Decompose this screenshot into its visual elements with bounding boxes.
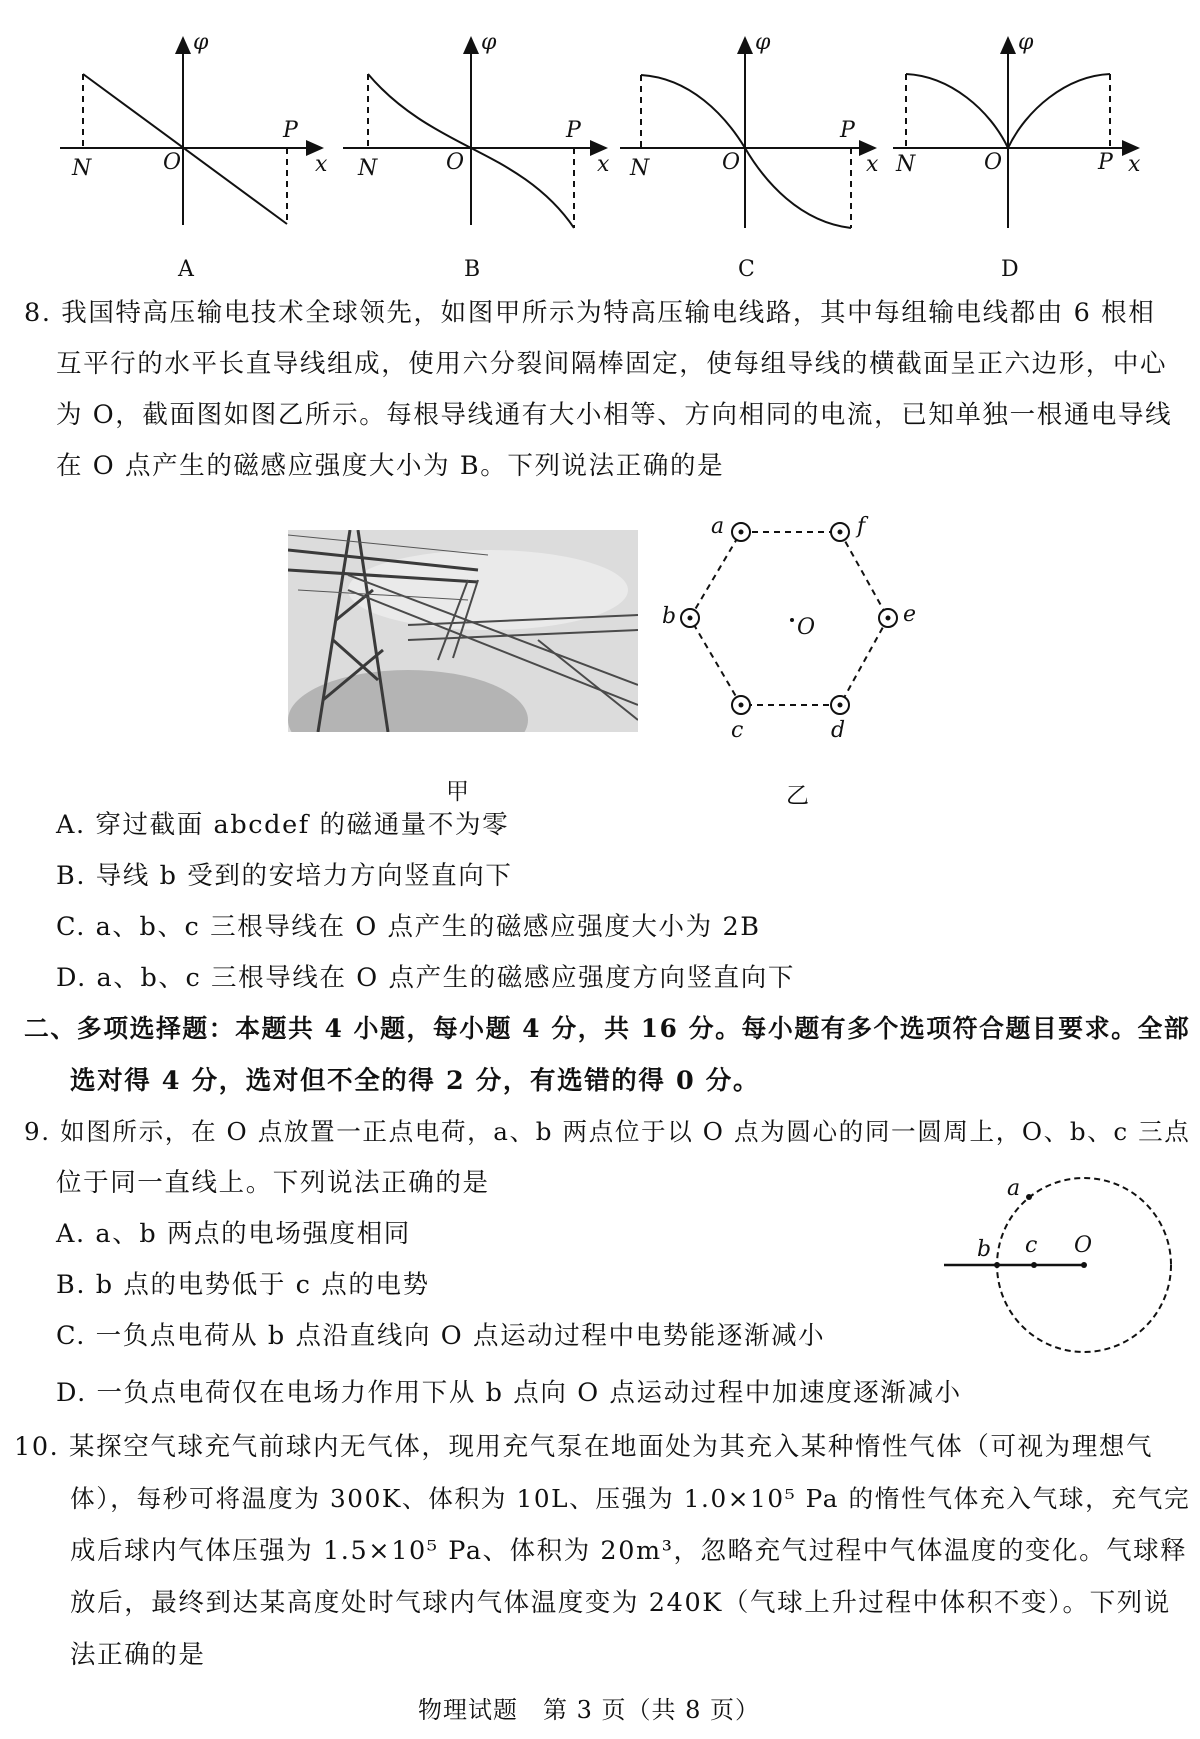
graph-c-x-label: x (866, 152, 879, 177)
q8-option-b: B. 导线 b 受到的安培力方向竖直向下 (56, 861, 513, 891)
q9-option-d: D. 一负点电荷仅在电场力作用下从 b 点向 O 点运动过程中加速度逐渐减小 (56, 1378, 962, 1408)
q8-stem-line-1: 8. 我国特高压输电技术全球领先，如图甲所示为特高压输电线路，其中每组输电线都由 6 根相 (24, 298, 1156, 328)
hexagon-label-center: O (797, 615, 816, 640)
transmission-tower-photo (288, 530, 638, 732)
section2-heading-line-1: 二、多项选择题：本题共 4 小题，每小题 4 分，共 16 分。每小题有多个选项符合题目要求。全部 (24, 1014, 1191, 1043)
graph-b-x-label: x (597, 152, 610, 177)
q8-stem-line-4: 在 O 点产生的磁感应强度大小为 B。下列说法正确的是 (56, 451, 725, 481)
graph-d-p-label: P (1098, 150, 1113, 175)
q9-stem-line-2: 位于同一直线上。下列说法正确的是 (56, 1168, 490, 1198)
q9-label-a: a (1007, 1176, 1021, 1201)
q9-circle-figure (930, 1170, 1180, 1360)
q9-option-c: C. 一负点电荷从 b 点沿直线向 O 点运动过程中电势能逐渐减小 (56, 1321, 826, 1351)
graph-b-o-label: O (446, 150, 465, 175)
graph-d-x-label: x (1128, 152, 1141, 177)
q10-stem-line-3: 成后球内气体压强为 1.5×10⁵ Pa、体积为 20m³，忽略充气过程中气体温度的变化。气球释 (70, 1536, 1188, 1566)
q10-stem-line-4: 放后，最终到达某高度处时气球内气体温度变为 240K（气球上升过程中体积不变）。下列说 (70, 1588, 1171, 1618)
graph-c (620, 38, 875, 228)
point-o (1081, 1262, 1087, 1268)
figure-caption-yi: 乙 (786, 783, 809, 809)
point-a (1026, 1194, 1032, 1200)
graph-a-option-label: A (178, 257, 194, 282)
graph-d-phi-label: φ (1018, 30, 1034, 55)
q8-option-c: C. a、b、c 三根导线在 O 点产生的磁感应强度大小为 2B (56, 912, 761, 942)
graph-c-o-label: O (722, 150, 741, 175)
graph-a-n-label: N (72, 156, 92, 181)
q10-stem-line-1: 10. 某探空气球充气前球内无气体，现用充气泵在地面处为其充入某种惰性气体（可视为理想气 (14, 1432, 1154, 1462)
hexagon-label-b: b (662, 604, 677, 629)
page-footer: 物理试题 第 3 页（共 8 页） (418, 1696, 761, 1724)
q9-label-o: O (1074, 1233, 1093, 1258)
hexagon-label-d: d (831, 718, 846, 743)
graph-d (893, 38, 1141, 228)
q10-stem-line-5: 法正确的是 (70, 1640, 206, 1670)
q9-option-b: B. b 点的电势低于 c 点的电势 (56, 1270, 430, 1300)
q9-option-a: A. a、b 两点的电场强度相同 (56, 1219, 411, 1249)
graph-a-o-label: O (163, 150, 182, 175)
point-c (1031, 1262, 1037, 1268)
q10-stem-line-2: 体），每秒可将温度为 300K、体积为 10L、压强为 1.0×10⁵ Pa 的惰性气体充入气球，充气完 (70, 1484, 1191, 1513)
q8-stem-line-3: 为 O，截面图如图乙所示。每根导线通有大小相等、方向相同的电流，已知单独一根通电导线 (56, 400, 1173, 430)
graph-b-n-label: N (358, 156, 378, 181)
hexagon-label-f: f (857, 514, 866, 539)
hexagon-label-c: c (731, 718, 744, 743)
graph-d-o-label: O (984, 150, 1003, 175)
graph-c-n-label: N (630, 156, 650, 181)
graph-a-x-label: x (315, 152, 328, 177)
graph-a-p-label: P (283, 118, 298, 143)
graph-d-n-label: N (896, 152, 916, 177)
section2-heading-line-2: 选对得 4 分，选对但不全的得 2 分，有选错的得 0 分。 (70, 1066, 760, 1096)
graph-c-phi-label: φ (755, 30, 771, 55)
graph-d-option-label: D (1001, 257, 1019, 282)
q8-option-d: D. a、b、c 三根导线在 O 点产生的磁感应强度方向竖直向下 (56, 963, 795, 993)
graph-b-p-label: P (566, 118, 581, 143)
q8-option-a: A. 穿过截面 abcdef 的磁通量不为零 (56, 810, 510, 840)
graph-c-p-label: P (840, 118, 855, 143)
hexagon-cross-section (650, 500, 940, 750)
q8-stem-line-2: 互平行的水平长直导线组成，使用六分裂间隔棒固定，使每组导线的横截面呈正六边形，中心 (56, 349, 1168, 379)
graph-b-option-label: B (464, 257, 481, 282)
q9-label-c: c (1025, 1233, 1038, 1258)
hexagon-label-a: a (711, 514, 725, 539)
hexagon-label-e: e (903, 602, 917, 627)
q9-stem-line-1: 9. 如图所示，在 O 点放置一正点电荷，a、b 两点位于以 O 点为圆心的同一圆周上，O、b、c 三点 (24, 1117, 1191, 1146)
q9-label-b: b (977, 1237, 992, 1262)
graph-c-option-label: C (738, 257, 755, 282)
center-o-dot (790, 618, 794, 622)
graph-a-phi-label: φ (193, 30, 209, 55)
point-b (994, 1262, 1000, 1268)
figure-caption-jia: 甲 (446, 779, 469, 805)
graph-b-phi-label: φ (481, 30, 497, 55)
